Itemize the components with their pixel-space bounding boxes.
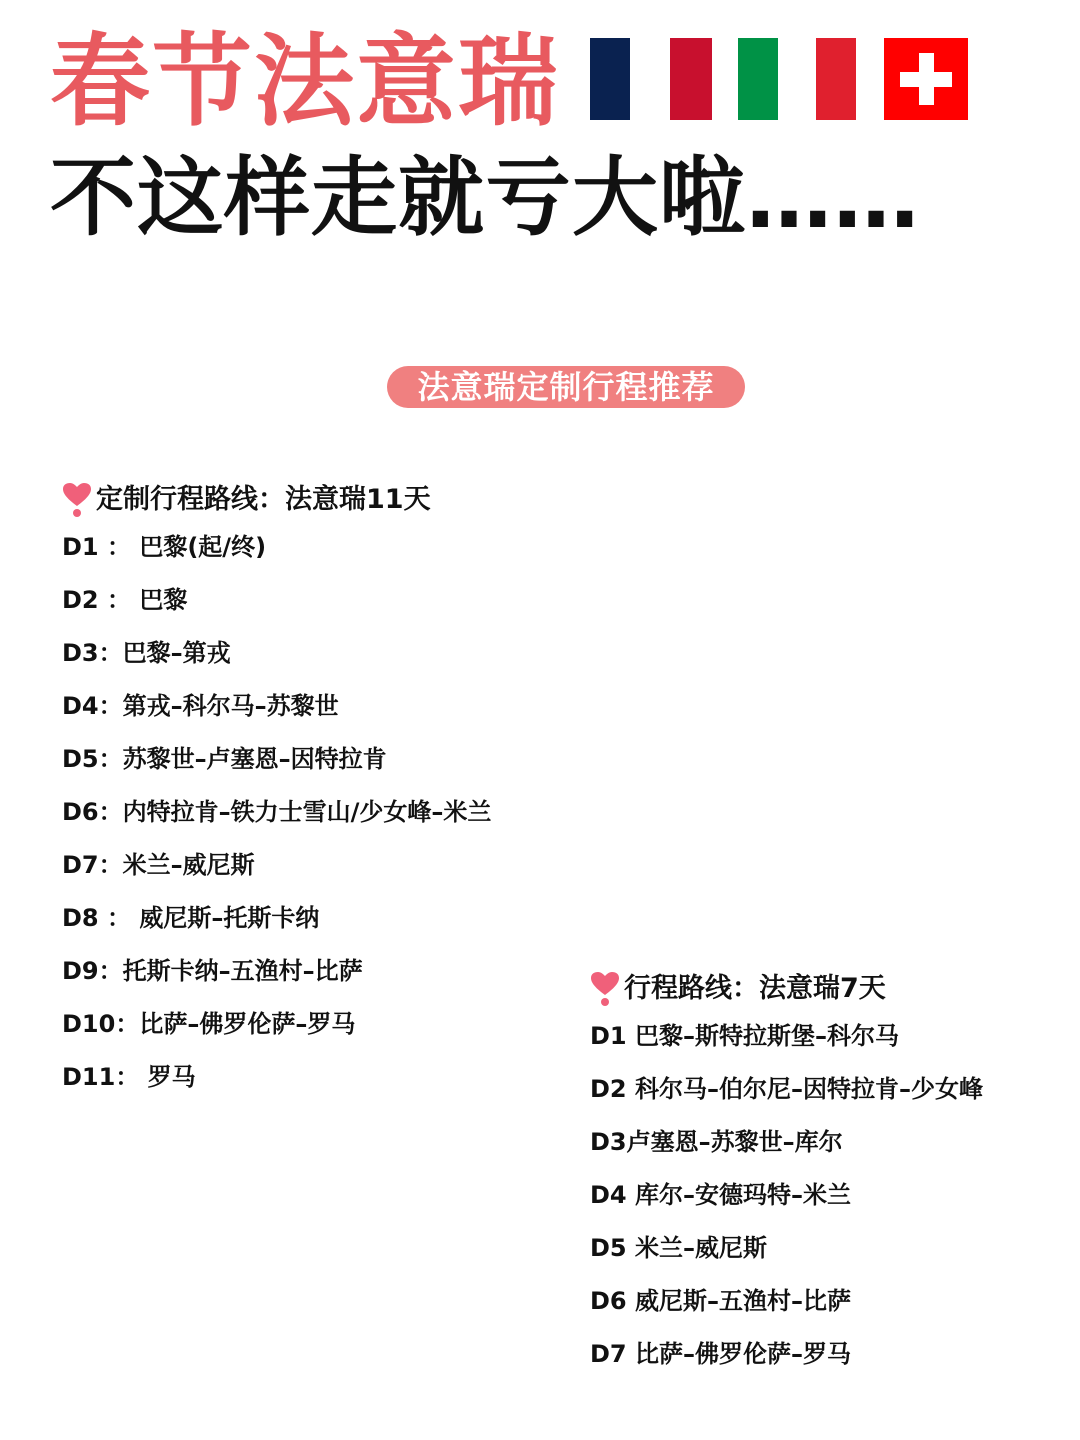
italy-flag-green — [738, 38, 778, 120]
route-7-day-list — [590, 1021, 983, 1392]
day-item: D7 比萨–佛罗伦萨–罗马 — [590, 1340, 851, 1368]
title-line-1: 春节法意瑞 — [50, 23, 560, 140]
route-7-day-heading-text: 行程路线：法意瑞7天 — [624, 973, 886, 1004]
italy-flag-red — [816, 38, 856, 120]
france-flag-blue — [590, 38, 630, 120]
day-item: D2 科尔马–伯尔尼–因特拉肯–少女峰 — [590, 1075, 983, 1103]
day-item: D3卢塞恩–苏黎世–库尔 — [590, 1128, 843, 1156]
day-item: D10：比萨–佛罗伦萨–罗马 — [62, 1010, 356, 1038]
day-item: D9：托斯卡纳–五渔村–比萨 — [62, 957, 363, 985]
route-11-day-heading-text: 定制行程路线：法意瑞11天 — [96, 484, 431, 515]
day-item: D5：苏黎世–卢塞恩–因特拉肯 — [62, 745, 387, 773]
day-item: D8 ： 威尼斯–托斯卡纳 — [62, 904, 320, 932]
recommendation-badge: 法意瑞定制行程推荐 — [387, 366, 745, 408]
route-11-day-heading — [62, 482, 491, 518]
heart-icon — [590, 971, 620, 1007]
route-7-day-heading — [590, 971, 983, 1007]
day-item: D7：米兰–威尼斯 — [62, 851, 255, 879]
title-line-2: 不这样走就亏大啦…… — [50, 148, 920, 248]
day-item: D1 ： 巴黎(起/终) — [62, 533, 267, 561]
route-11-day-section — [62, 482, 491, 1115]
heart-icon — [62, 482, 92, 518]
day-item: D4：第戎–科尔马–苏黎世 — [62, 692, 339, 720]
route-11-day-list — [62, 532, 491, 1115]
flag-strip — [590, 38, 970, 120]
switzerland-flag-icon — [884, 38, 968, 120]
france-flag-red — [670, 38, 712, 120]
day-item: D2 ： 巴黎 — [62, 586, 188, 614]
day-item: D5 米兰–威尼斯 — [590, 1234, 767, 1262]
swiss-cross-icon — [884, 38, 968, 120]
day-item: D1 巴黎–斯特拉斯堡–科尔马 — [590, 1022, 899, 1050]
day-item: D4 库尔–安德玛特–米兰 — [590, 1181, 851, 1209]
day-item: D6：内特拉肯–铁力士雪山/少女峰–米兰 — [62, 798, 492, 826]
day-item: D6 威尼斯–五渔村–比萨 — [590, 1287, 851, 1315]
route-7-day-section — [590, 971, 983, 1392]
day-item: D11： 罗马 — [62, 1063, 196, 1091]
day-item: D3：巴黎–第戎 — [62, 639, 231, 667]
